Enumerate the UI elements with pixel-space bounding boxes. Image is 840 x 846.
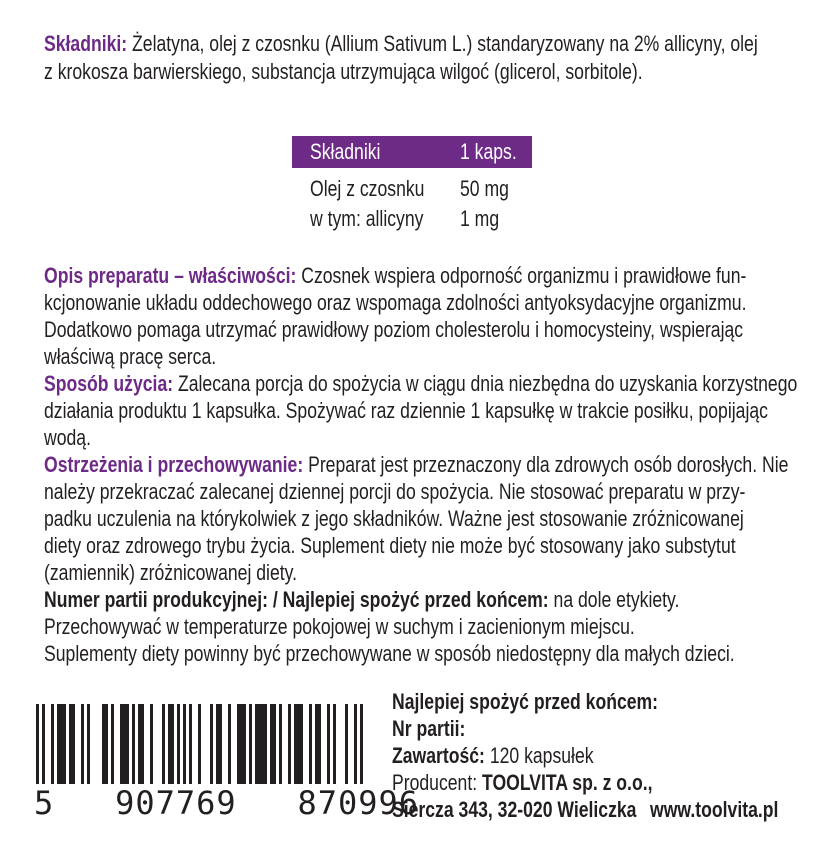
description-line-1 [44, 262, 746, 289]
table-header [292, 136, 532, 168]
table-header-ingredient: Składniki [310, 139, 381, 164]
ingredients-line-2: z krokosza barwierskiego, substancja utrzymująca wilgoć (glicerol, sorbitole). [44, 59, 643, 84]
storage-line: Przechowywać w temperaturze pokojowej w suchym i zacienionym miejscu. [44, 614, 635, 639]
description-text-1: Czosnek wspiera odporność organizmu i prawidłowe fun- [296, 263, 747, 288]
barcode-number: 5 907769 870996 [34, 784, 420, 822]
usage-line-1 [44, 370, 797, 397]
ingredients-label: Składniki: [44, 31, 128, 56]
warnings-line-5: (zamiennik) zróżnicowanej diety. [44, 560, 298, 585]
usage-line-2: działania produktu 1 kapsułka. Spożywać raz dziennie 1 kapsułkę w trakcie posiłku, popijając [44, 398, 768, 423]
producer-label: Producent: [392, 770, 483, 795]
table-cell-name: Olej z czosnku [310, 176, 425, 201]
producer-name: TOOLVITA sp. z o.o., [482, 770, 653, 795]
contents-value: 120 kapsułek [484, 743, 594, 768]
contents-label: Zawartość: [392, 743, 485, 768]
description-line-3: Dodatkowo pomaga utrzymać prawidłowy poziom cholesterolu i homocysteiny, wspierając [44, 317, 744, 342]
batch-number-label: Nr partii: [392, 716, 466, 741]
website-link[interactable] [650, 796, 811, 823]
warnings-line-2: należy przekraczać zalecanej dziennej porcji do spożycia. Nie stosować preparatu w przy- [44, 479, 746, 504]
table-row [292, 204, 532, 234]
ingredients-section [44, 30, 840, 86]
usage-line-3: wodą. [44, 425, 91, 450]
best-before-label: Najlepiej spożyć przed końcem: [392, 689, 659, 714]
children-line: Suplementy diety powinny być przechowywane w sposób niedostępny dla małych dzieci. [44, 641, 735, 666]
ingredients-text-1: Żelatyna, olej z czosnku (Allium Sativum L.) standaryzowany na 2% allicyny, olej [127, 31, 758, 56]
warnings-line-3: padku uczulenia na którykolwiek z jego składników. Ważne jest stosowanie zróżnicowanej [44, 506, 744, 531]
batch-text: na dole etykiety. [548, 587, 680, 612]
usage-label: Sposób użycia: [44, 371, 174, 396]
ingredients-table [292, 136, 532, 234]
description-label: Opis preparatu – właściwości: [44, 263, 297, 288]
warnings-line-1 [44, 451, 788, 478]
warnings-label: Ostrzeżenia i przechowywanie: [44, 452, 304, 477]
warnings-text-1: Preparat jest przeznaczony dla zdrowych osób dorosłych. Nie [303, 452, 789, 477]
ingredients-line-1 [44, 30, 758, 58]
table-cell-amount: 50 mg [460, 176, 509, 201]
table-header-amount: 1 kaps. [460, 139, 517, 164]
contents-line [392, 742, 594, 769]
warnings-line-4: diety oraz zdrowego trybu życia. Suplement diety nie może być stosowany jako substytut [44, 533, 736, 558]
table-row [292, 174, 532, 204]
table-cell-name: w tym: allicyny [310, 206, 424, 231]
label-body [44, 262, 840, 667]
table-cell-amount: 1 mg [460, 206, 500, 231]
website-text[interactable]: www.toolvita.pl [650, 797, 779, 822]
producer-line [392, 769, 652, 796]
batch-line [44, 586, 679, 613]
batch-label: Numer partii produkcyjnej: / Najlepiej spożyć przed końcem: [44, 587, 549, 612]
producer-address: Siercza 343, 32-020 Wieliczka [392, 797, 637, 822]
description-line-4: właściwą pracę serca. [44, 344, 217, 369]
usage-text-1: Zalecana porcja do spożycia w ciągu dnia niezbędna do uzyskania korzystnego [173, 371, 798, 396]
description-line-2: kcjonowanie układu oddechowego oraz wspomaga zdolności antyoksydacyjne organizmu. [44, 290, 747, 315]
